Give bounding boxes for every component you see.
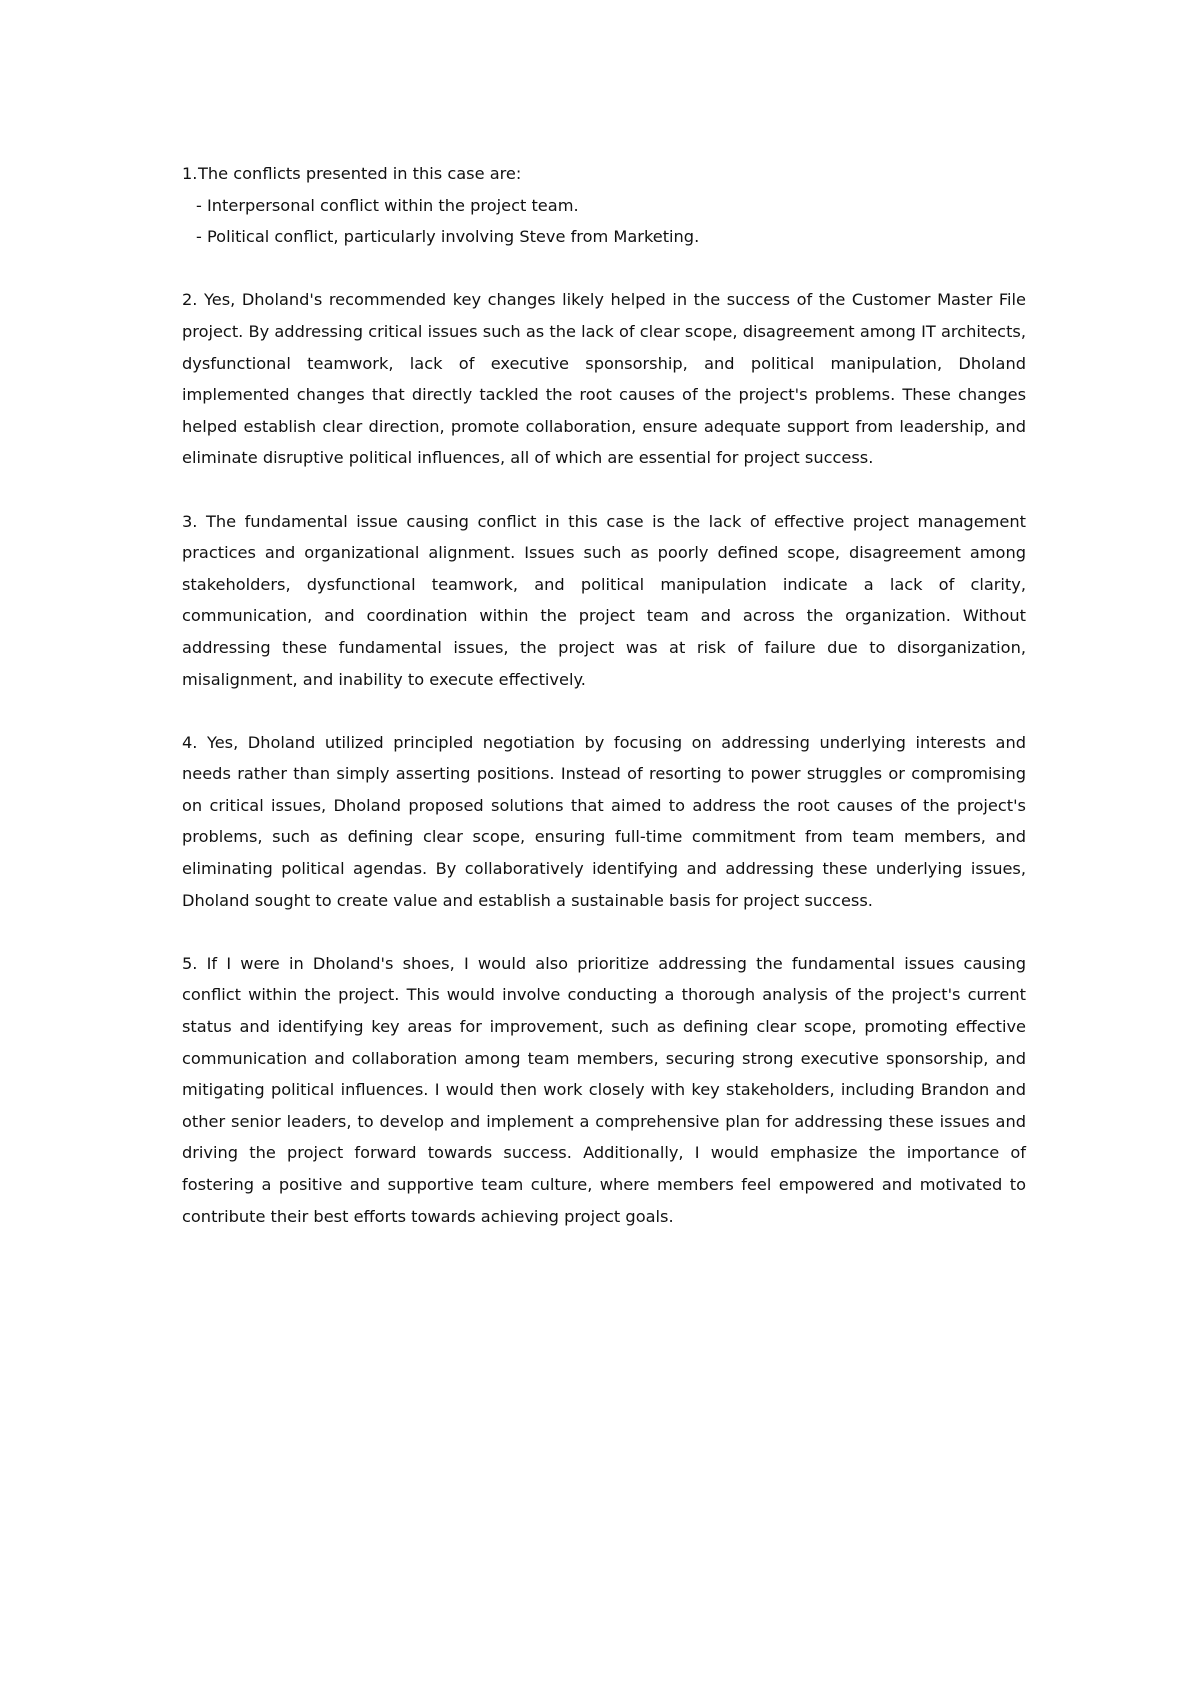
answer-1-bullet: - Political conflict, particularly involving Steve from Marketing. [196,227,700,247]
answer-1 [182,158,1026,253]
answer-1-bullet: - Interpersonal conflict within the project team. [196,195,579,215]
document-body [182,158,1026,1264]
answer-5: 5. If I were in Dholand's shoes, I would also prioritize addressing the fundamental issues causing conflict within the project. This would involve conducting a thorough analysis of the project's current status and identifying key areas for improvement, such as defining clear scope, promoting effective communication and collaboration among team members, securing strong executive sponsorship, and mitigating political influences. I would then work closely with key stakeholders, including Brandon and other senior leaders, to develop and implement a comprehensive plan for addressing these issues and driving the project forward towards success. Additionally, I would emphasize the importance of fostering a positive and supportive team culture, where members feel empowered and motivated to contribute their best efforts towards achieving project goals. [182,953,1026,1226]
answer-1-heading [182,158,1026,190]
answer-1-number: 1. [182,164,198,183]
answer-1-heading-text: The conflicts presented in this case are: [198,164,522,183]
answer-3: 3. The fundamental issue causing conflict in this case is the lack of effective project management practices and organizational alignment. Issues such as poorly defined scope, disagreement among stakeholders, dysfunctional teamwork, and political manipulation indicate a lack of clarity, communication, and coordination within the project team and across the organization. Without addressing these fundamental issues, the project was at risk of failure due to disorganization, misalignment, and inability to execute effectively. [182,511,1026,689]
answer-2: 2. Yes, Dholand's recommended key changes likely helped in the success of the Customer Master File project. By addressing critical issues such as the lack of clear scope, disagreement among IT architects, dysfunctional teamwork, lack of executive sponsorship, and political manipulation, Dholand implemented changes that directly tackled the root causes of the project's problems. These changes helped establish clear direction, promote collaboration, ensure adequate support from leadership, and eliminate disruptive political influences, all of which are essential for project success. [182,290,1026,468]
answer-4: 4. Yes, Dholand utilized principled negotiation by focusing on addressing underlying interests and needs rather than simply asserting positions. Instead of resorting to power struggles or compromising on critical issues, Dholand proposed solutions that aimed to address the root causes of the project's problems, such as defining clear scope, ensuring full-time commitment from team members, and eliminating political agendas. By collaboratively identifying and addressing these underlying issues, Dholand sought to create value and establish a sustainable basis for project success. [182,732,1026,910]
